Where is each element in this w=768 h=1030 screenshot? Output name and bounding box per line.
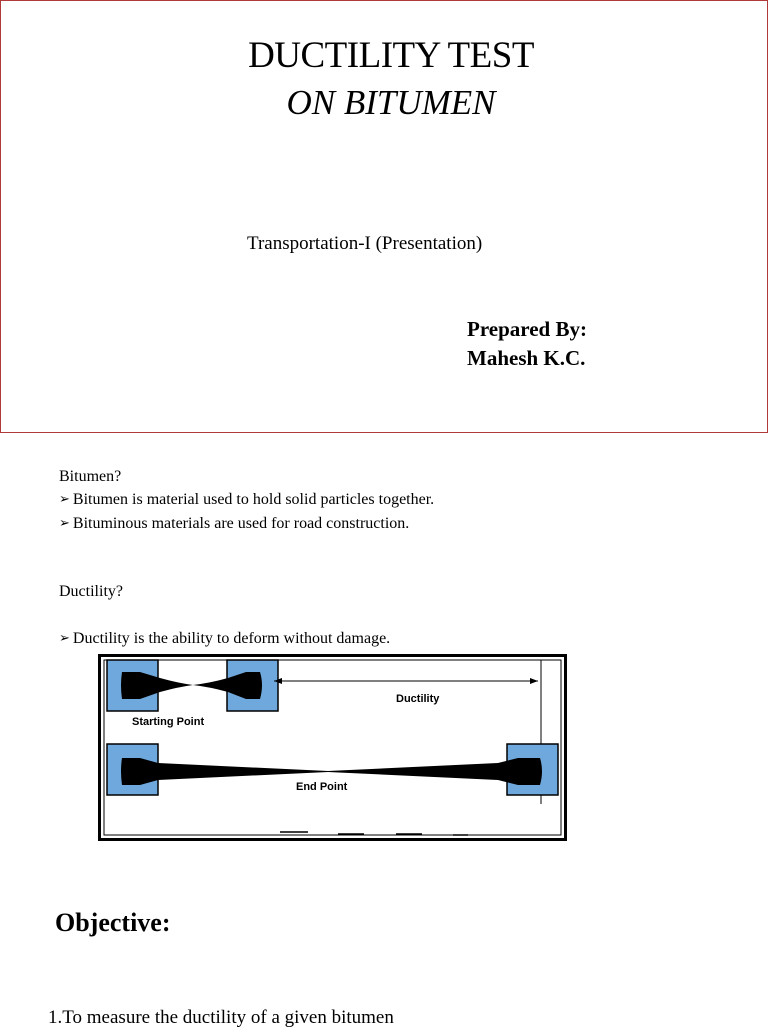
bullet-item: ➢ Ductility is the ability to deform without damage.: [59, 630, 391, 647]
bullet-item: ➢ Bituminous materials are used for road construction.: [59, 515, 410, 532]
ductility-diagram: [98, 654, 568, 842]
question-bitumen: Bitumen?: [59, 468, 122, 485]
starting-point-label: Starting Point: [132, 716, 205, 728]
ductility-label: Ductility: [396, 693, 440, 705]
end-point-label: End Point: [296, 781, 348, 793]
arrow-bullet-icon: ➢: [59, 630, 70, 645]
objective-list-item: 1.To measure the ductility of a given bitumen: [48, 1007, 394, 1028]
prepared-by-label: Prepared By:: [467, 317, 587, 341]
arrow-bullet-icon: ➢: [59, 515, 70, 530]
bullet-item: ➢ Bitumen is material used to hold solid particles together.: [59, 491, 435, 508]
slide-title: DUCTILITY TEST: [248, 35, 534, 76]
prepared-by-block: [467, 315, 587, 373]
arrow-bullet-icon: ➢: [59, 491, 70, 506]
author-name: Mahesh K.C.: [467, 346, 586, 370]
question-ductility: Ductility?: [59, 583, 123, 600]
course-subtitle: Transportation-I (Presentation): [247, 233, 483, 254]
title-slide: [0, 0, 768, 433]
objective-heading: Objective:: [55, 908, 171, 937]
slide-title-subline: ON BITUMEN: [286, 83, 496, 122]
